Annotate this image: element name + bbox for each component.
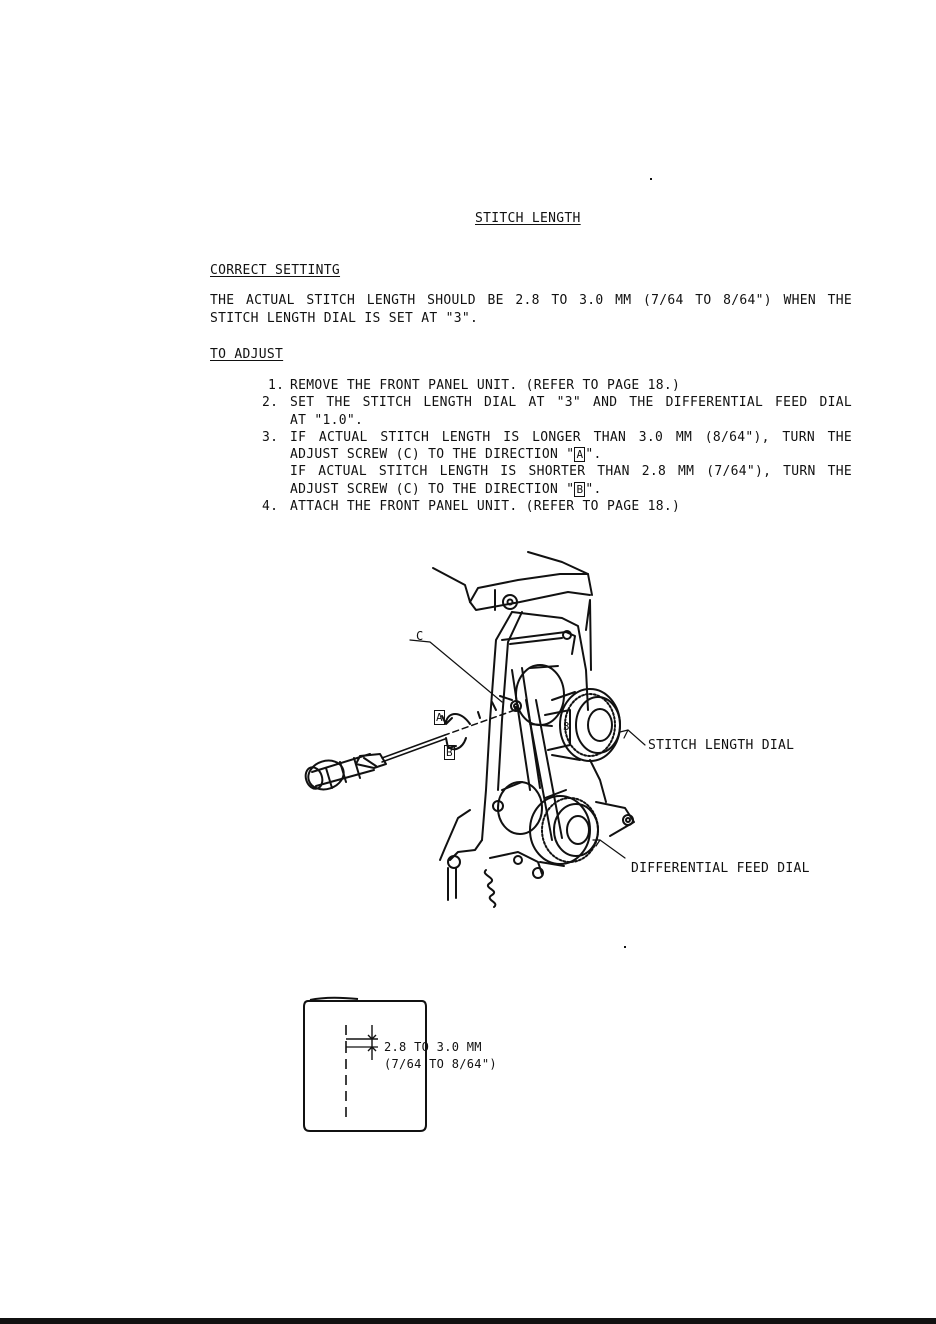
step-text-direction-a: ADJUST SCREW (C) TO THE DIRECTION " A ". (290, 447, 602, 462)
differential-feed-dial-label: DIFFERENTIAL FEED DIAL (631, 861, 810, 876)
stitch-sample-length-mm: 2.8 TO 3.0 MM (384, 1040, 482, 1054)
step-text: IF ACTUAL STITCH LENGTH IS SHORTER THAN 2.8 MM (7/64"), TURN THE (290, 464, 852, 479)
stitch-length-dial-label: STITCH LENGTH DIAL (648, 738, 795, 753)
stitch-sample-length-inch: (7/64 TO 8/64") (384, 1057, 497, 1071)
direction-b-box: B (576, 483, 584, 496)
to-adjust-heading: TO ADJUST (210, 347, 284, 362)
page-speck (624, 946, 626, 948)
label-b-box: B (446, 746, 453, 759)
step-number: 1. (268, 378, 285, 393)
step-text: SET THE STITCH LENGTH DIAL AT "3" AND THE DIFFERENTIAL FEED DIAL (290, 395, 852, 410)
correct-setting-line-1: THE ACTUAL STITCH LENGTH SHOULD BE 2.8 TO 3.0 MM (7/64 TO 8/64") WHEN THE (210, 293, 852, 308)
step-text: AT "1.0". (290, 413, 364, 428)
step-text: ATTACH THE FRONT PANEL UNIT. (REFER TO PAGE 18.) (290, 499, 681, 514)
step-text: IF ACTUAL STITCH LENGTH IS LONGER THAN 3.0 MM (8/64"), TURN THE (290, 430, 852, 445)
bottom-border (0, 1318, 936, 1324)
step-number: 4. (262, 499, 279, 514)
label-c: C (416, 629, 424, 643)
page-title: STITCH LENGTH (475, 211, 581, 226)
direction-a-box: A (576, 448, 584, 461)
step-number: 3. (262, 430, 279, 445)
step-text: REMOVE THE FRONT PANEL UNIT. (REFER TO PAGE 18.) (290, 378, 681, 393)
step-number: 2. (262, 395, 279, 410)
dial-number-mark: 3 (563, 720, 570, 733)
correct-setting-heading: CORRECT SETTINTG (210, 263, 341, 278)
correct-setting-line-2: STITCH LENGTH DIAL IS SET AT "3". (210, 311, 479, 326)
page-speck (650, 178, 652, 180)
label-a-box: A (436, 711, 443, 724)
step-text-direction-b: ADJUST SCREW (C) TO THE DIRECTION " B ". (290, 482, 602, 497)
